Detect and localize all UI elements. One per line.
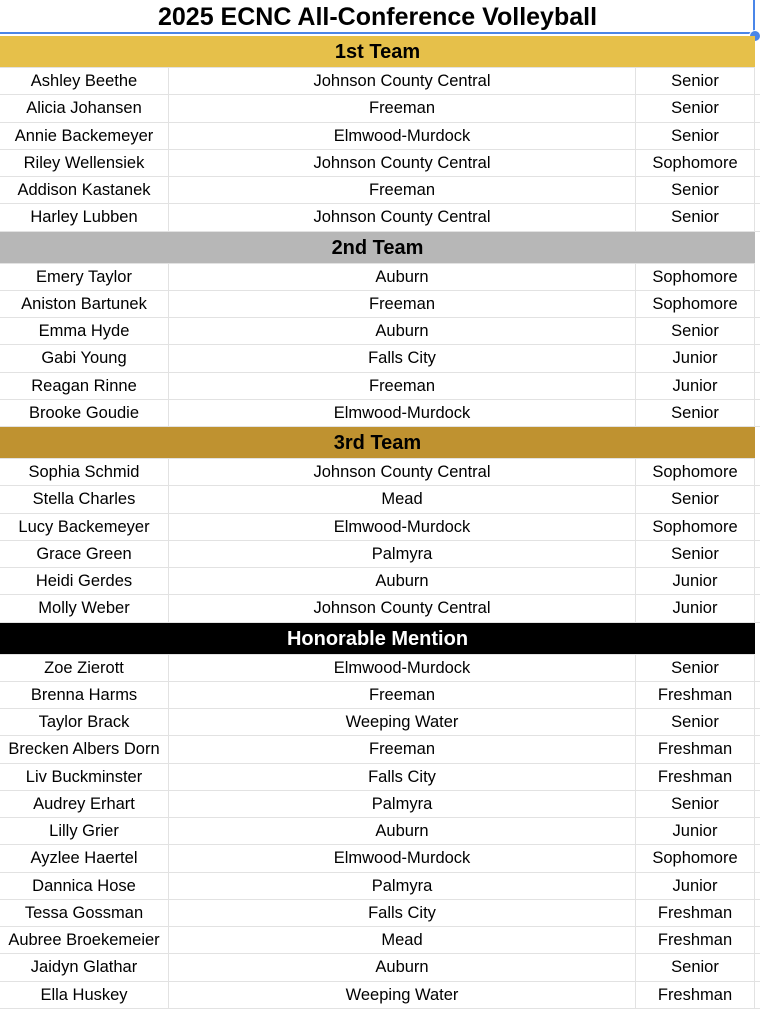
- player-school-cell[interactable]: Elmwood-Murdock: [169, 845, 636, 871]
- roster-table: [0, 36, 760, 1009]
- player-grade-cell[interactable]: Senior: [636, 177, 755, 203]
- player-row: [0, 682, 760, 709]
- player-grade-cell[interactable]: Senior: [636, 68, 755, 94]
- empty-cell[interactable]: [755, 927, 760, 953]
- player-school-cell[interactable]: Freeman: [169, 736, 636, 762]
- player-grade-cell[interactable]: Freshman: [636, 682, 755, 708]
- player-school-cell[interactable]: Freeman: [169, 177, 636, 203]
- player-name-cell[interactable]: Annie Backemeyer: [0, 123, 169, 149]
- player-school-cell[interactable]: Auburn: [169, 264, 636, 290]
- player-grade-cell[interactable]: Junior: [636, 345, 755, 371]
- player-row: [0, 845, 760, 872]
- player-row: [0, 736, 760, 763]
- section-header[interactable]: 3rd Team: [0, 427, 755, 459]
- empty-cell[interactable]: [755, 791, 760, 817]
- empty-cell[interactable]: [755, 68, 760, 94]
- player-name-cell[interactable]: Emma Hyde: [0, 318, 169, 344]
- player-grade-cell[interactable]: Freshman: [636, 927, 755, 953]
- player-name-cell[interactable]: Harley Lubben: [0, 204, 169, 230]
- player-school-cell[interactable]: Auburn: [169, 568, 636, 594]
- player-grade-cell[interactable]: Freshman: [636, 982, 755, 1008]
- empty-cell[interactable]: [755, 818, 760, 844]
- player-name-cell[interactable]: Aniston Bartunek: [0, 291, 169, 317]
- player-school-cell[interactable]: Johnson County Central: [169, 459, 636, 485]
- player-row: [0, 486, 760, 513]
- player-row: [0, 709, 760, 736]
- player-school-cell[interactable]: Auburn: [169, 954, 636, 980]
- empty-cell[interactable]: [755, 873, 760, 899]
- player-name-cell[interactable]: Alicia Johansen: [0, 95, 169, 121]
- empty-cell[interactable]: [755, 845, 760, 871]
- player-row: [0, 541, 760, 568]
- player-school-cell[interactable]: Elmwood-Murdock: [169, 514, 636, 540]
- player-name-cell[interactable]: Gabi Young: [0, 345, 169, 371]
- player-school-cell[interactable]: Falls City: [169, 764, 636, 790]
- player-grade-cell[interactable]: Senior: [636, 123, 755, 149]
- player-name-cell[interactable]: Dannica Hose: [0, 873, 169, 899]
- player-school-cell[interactable]: Palmyra: [169, 541, 636, 567]
- empty-cell[interactable]: [755, 514, 760, 540]
- player-school-cell[interactable]: Weeping Water: [169, 709, 636, 735]
- empty-cell[interactable]: [755, 900, 760, 926]
- player-row: [0, 459, 760, 486]
- player-name-cell[interactable]: Ella Huskey: [0, 982, 169, 1008]
- player-name-cell[interactable]: Brecken Albers Dorn: [0, 736, 169, 762]
- section-header[interactable]: 1st Team: [0, 36, 755, 68]
- player-row: [0, 818, 760, 845]
- empty-cell[interactable]: [755, 709, 760, 735]
- player-row: [0, 95, 760, 122]
- section-header[interactable]: Honorable Mention: [0, 623, 755, 655]
- player-grade-cell[interactable]: Junior: [636, 568, 755, 594]
- player-grade-cell[interactable]: Sophomore: [636, 514, 755, 540]
- player-school-cell[interactable]: Freeman: [169, 682, 636, 708]
- player-name-cell[interactable]: Riley Wellensiek: [0, 150, 169, 176]
- empty-cell[interactable]: [755, 568, 760, 594]
- player-name-cell[interactable]: Brenna Harms: [0, 682, 169, 708]
- player-school-cell[interactable]: Johnson County Central: [169, 204, 636, 230]
- player-school-cell[interactable]: Freeman: [169, 95, 636, 121]
- player-name-cell[interactable]: Reagan Rinne: [0, 373, 169, 399]
- player-row: [0, 873, 760, 900]
- player-row: [0, 177, 760, 204]
- player-name-cell[interactable]: Ashley Beethe: [0, 68, 169, 94]
- player-row: [0, 595, 760, 622]
- section-header[interactable]: 2nd Team: [0, 232, 755, 264]
- empty-cell[interactable]: [755, 373, 760, 399]
- empty-cell[interactable]: [755, 177, 760, 203]
- player-school-cell[interactable]: Elmwood-Murdock: [169, 400, 636, 426]
- player-grade-cell[interactable]: Freshman: [636, 764, 755, 790]
- empty-cell[interactable]: [755, 954, 760, 980]
- player-school-cell[interactable]: Auburn: [169, 818, 636, 844]
- player-row: [0, 927, 760, 954]
- player-name-cell[interactable]: Liv Buckminster: [0, 764, 169, 790]
- player-grade-cell[interactable]: Sophomore: [636, 150, 755, 176]
- player-grade-cell[interactable]: Sophomore: [636, 291, 755, 317]
- player-school-cell[interactable]: Elmwood-Murdock: [169, 123, 636, 149]
- player-grade-cell[interactable]: Junior: [636, 373, 755, 399]
- player-grade-cell[interactable]: Sophomore: [636, 264, 755, 290]
- player-name-cell[interactable]: Stella Charles: [0, 486, 169, 512]
- player-grade-cell[interactable]: Freshman: [636, 736, 755, 762]
- player-grade-cell[interactable]: Junior: [636, 873, 755, 899]
- player-row: [0, 204, 760, 231]
- empty-cell[interactable]: [755, 150, 760, 176]
- player-grade-cell[interactable]: Senior: [636, 400, 755, 426]
- empty-cell[interactable]: [755, 764, 760, 790]
- player-school-cell[interactable]: Palmyra: [169, 791, 636, 817]
- player-name-cell[interactable]: Emery Taylor: [0, 264, 169, 290]
- empty-cell[interactable]: [755, 291, 760, 317]
- empty-cell[interactable]: [755, 123, 760, 149]
- player-name-cell[interactable]: Heidi Gerdes: [0, 568, 169, 594]
- player-row: [0, 514, 760, 541]
- player-name-cell[interactable]: Brooke Goudie: [0, 400, 169, 426]
- player-grade-cell[interactable]: Senior: [636, 318, 755, 344]
- player-name-cell[interactable]: Taylor Brack: [0, 709, 169, 735]
- player-row: [0, 400, 760, 427]
- player-name-cell[interactable]: Zoe Zierott: [0, 655, 169, 681]
- player-school-cell[interactable]: Mead: [169, 486, 636, 512]
- player-school-cell[interactable]: Johnson County Central: [169, 595, 636, 621]
- player-grade-cell[interactable]: Sophomore: [636, 845, 755, 871]
- player-name-cell[interactable]: Aubree Broekemeier: [0, 927, 169, 953]
- player-school-cell[interactable]: Auburn: [169, 318, 636, 344]
- empty-cell[interactable]: [755, 95, 760, 121]
- player-name-cell[interactable]: Audrey Erhart: [0, 791, 169, 817]
- player-school-cell[interactable]: Johnson County Central: [169, 68, 636, 94]
- player-grade-cell[interactable]: Senior: [636, 204, 755, 230]
- player-row: [0, 373, 760, 400]
- player-grade-cell[interactable]: Senior: [636, 954, 755, 980]
- player-grade-cell[interactable]: Senior: [636, 709, 755, 735]
- player-name-cell[interactable]: Lilly Grier: [0, 818, 169, 844]
- player-grade-cell[interactable]: Junior: [636, 595, 755, 621]
- player-name-cell[interactable]: Lucy Backemeyer: [0, 514, 169, 540]
- empty-cell[interactable]: [755, 204, 760, 230]
- player-school-cell[interactable]: Freeman: [169, 373, 636, 399]
- player-row: [0, 345, 760, 372]
- player-school-cell[interactable]: Weeping Water: [169, 982, 636, 1008]
- empty-cell[interactable]: [755, 345, 760, 371]
- player-grade-cell[interactable]: Senior: [636, 791, 755, 817]
- player-name-cell[interactable]: Jaidyn Glathar: [0, 954, 169, 980]
- player-row: [0, 764, 760, 791]
- player-school-cell[interactable]: Freeman: [169, 291, 636, 317]
- player-name-cell[interactable]: Ayzlee Haertel: [0, 845, 169, 871]
- player-row: [0, 568, 760, 595]
- player-row: [0, 291, 760, 318]
- player-name-cell[interactable]: Tessa Gossman: [0, 900, 169, 926]
- player-school-cell[interactable]: Mead: [169, 927, 636, 953]
- player-row: [0, 150, 760, 177]
- player-name-cell[interactable]: Addison Kastanek: [0, 177, 169, 203]
- player-school-cell[interactable]: Elmwood-Murdock: [169, 655, 636, 681]
- empty-cell[interactable]: [755, 541, 760, 567]
- player-row: [0, 123, 760, 150]
- player-row: [0, 264, 760, 291]
- player-school-cell[interactable]: Falls City: [169, 900, 636, 926]
- empty-cell[interactable]: [755, 982, 760, 1008]
- player-row: [0, 318, 760, 345]
- empty-cell[interactable]: [755, 682, 760, 708]
- empty-cell[interactable]: [755, 595, 760, 621]
- player-school-cell[interactable]: Falls City: [169, 345, 636, 371]
- player-name-cell[interactable]: Grace Green: [0, 541, 169, 567]
- player-grade-cell[interactable]: Freshman: [636, 900, 755, 926]
- player-name-cell[interactable]: Molly Weber: [0, 595, 169, 621]
- empty-cell[interactable]: [755, 318, 760, 344]
- player-row: [0, 900, 760, 927]
- empty-cell[interactable]: [755, 264, 760, 290]
- empty-cell[interactable]: [755, 400, 760, 426]
- empty-cell[interactable]: [755, 459, 760, 485]
- player-grade-cell[interactable]: Junior: [636, 818, 755, 844]
- player-grade-cell[interactable]: Senior: [636, 655, 755, 681]
- player-grade-cell[interactable]: Sophomore: [636, 459, 755, 485]
- empty-cell[interactable]: [755, 486, 760, 512]
- player-row: [0, 954, 760, 981]
- empty-cell[interactable]: [755, 736, 760, 762]
- player-name-cell[interactable]: Sophia Schmid: [0, 459, 169, 485]
- player-school-cell[interactable]: Palmyra: [169, 873, 636, 899]
- player-row: [0, 791, 760, 818]
- empty-cell[interactable]: [755, 655, 760, 681]
- player-school-cell[interactable]: Johnson County Central: [169, 150, 636, 176]
- sheet-title-cell[interactable]: 2025 ECNC All-Conference Volleyball: [0, 0, 755, 34]
- player-row: [0, 655, 760, 682]
- player-grade-cell[interactable]: Senior: [636, 486, 755, 512]
- player-grade-cell[interactable]: Senior: [636, 95, 755, 121]
- player-row: [0, 982, 760, 1009]
- player-row: [0, 68, 760, 95]
- player-grade-cell[interactable]: Senior: [636, 541, 755, 567]
